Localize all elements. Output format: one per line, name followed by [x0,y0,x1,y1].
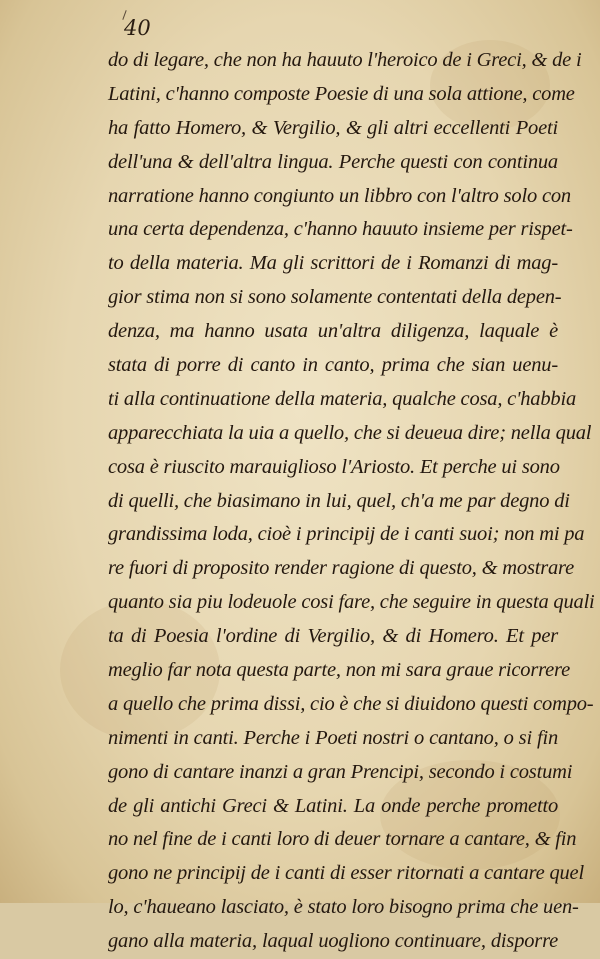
text-line: ti alla continuatione della materia, qualche cosa, c'habbia [108,387,576,410]
text-line: meglio far nota questa parte, non mi sara graue ricorrere [108,659,570,682]
text-line: una certa dependenza, c'hanno hauuto insieme per rispet- [108,218,573,241]
text-line: cosa è riuscito marauiglioso l'Ariosto. Et perche ui sono [108,455,560,478]
text-line: grandissima loda, cioè i principij de i canti suoi; non mi pa [108,523,585,546]
text-line: gono ne principij de i canti di esser ritornati a cantare quel [108,862,584,885]
text-line: ta di Poesia l'ordine di Vergilio, & di Homero. Et per [108,625,558,648]
text-line: no nel fine de i canti loro di deuer tornare a cantare, & fin [108,828,577,851]
text-line: gono di cantare inanzi a gran Prencipi, secondo i costumi [108,760,573,783]
text-line: re fuori di proposito render ragione di questo, & mostrare [108,557,574,580]
text-line: do di legare, che non ha hauuto l'heroico de i Greci, & de i [108,49,582,71]
text-line: nimenti in canti. Perche i Poeti nostri o cantano, o si fin [108,726,558,749]
text-line: quanto sia piu lodeuole cosi fare, che seguire in questa quali [108,591,595,614]
text-line: stata di porre di canto in canto, prima che sian uenu- [108,354,558,377]
text-line: apparecchiata la uia a quello, che si deueua dire; nella qual [108,421,592,444]
text-line: ha fatto Homero, & Vergilio, & gli altri eccellenti Poeti [108,116,558,139]
body-text [108,44,595,959]
text-line: a quello che prima dissi, cio è che si diuidono questi compo- [108,692,594,715]
text-line: gano alla materia, laqual uogliono continuare, disporre [108,930,558,953]
text-line: de gli antichi Greci & Latini. La onde perche prometto [108,794,558,817]
text-line: narratione hanno congiunto un libbro con l'altro solo con [108,184,571,207]
page-number: 40 [124,16,151,40]
text-line: Latini, c'hanno composte Poesie di una sola attione, come [108,82,575,105]
text-line: denza, ma hanno usata un'altra diligenza, laquale è [108,320,558,343]
text-line: di quelli, che biasimano in lui, quel, ch'a me par degno di [108,489,570,512]
text-line: lo, c'haueano lasciato, è stato loro bisogno prima che uen- [108,896,579,919]
text-line: to della materia. Ma gli scrittori de i Romanzi di mag- [108,252,558,275]
text-line: gior stima non si sono solamente contentati della depen- [108,286,562,309]
text-line: dell'una & dell'altra lingua. Perche questi con continua [108,150,558,173]
